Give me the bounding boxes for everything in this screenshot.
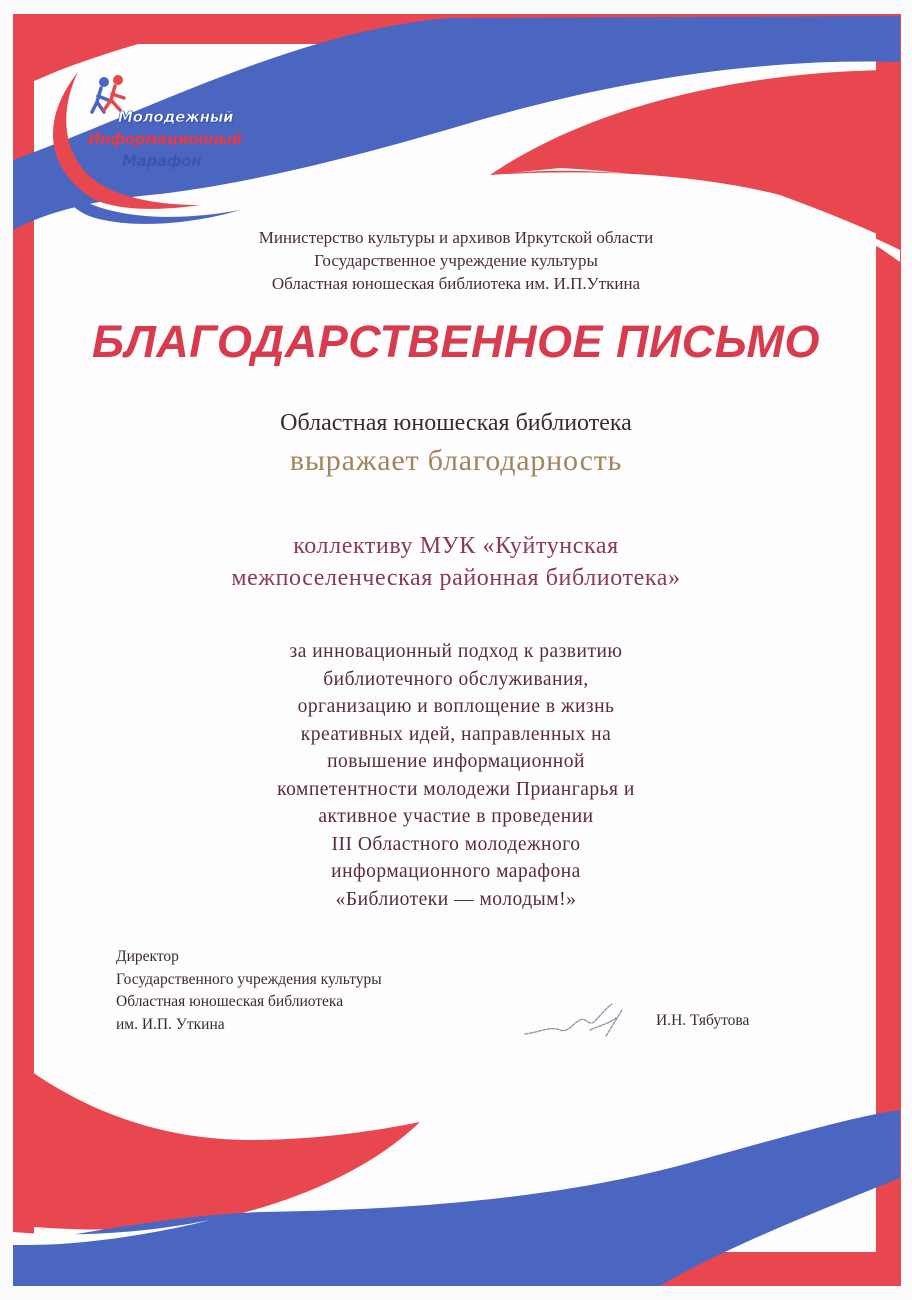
- position-line: Государственного учреждения культуры: [116, 970, 382, 988]
- signatory-position: [116, 946, 382, 1036]
- reason-line: повышение информационной: [327, 751, 585, 772]
- signer-name: И.Н. Тябутова: [656, 1012, 750, 1029]
- position-line: Областная юношеская библиотека: [116, 993, 344, 1010]
- reason-line: активное участие в проведении: [318, 806, 594, 827]
- reason-text: [0, 638, 912, 913]
- reason-line: «Библиотеки — молодым!»: [335, 888, 577, 910]
- header-line: Государственное учреждение культуры: [314, 251, 598, 270]
- logo-line-3: Марафон: [122, 152, 202, 170]
- reason-line: компетентности молодежи Приангарья и: [277, 778, 635, 800]
- handwritten-signature-icon: [520, 996, 640, 1046]
- reason-line: за инновационный подход к развитию: [289, 641, 623, 662]
- recipient-line: коллективу МУК «Куйтунская: [293, 533, 619, 559]
- recipient-line: межпоселенческая районная библиотека»: [231, 565, 681, 591]
- position-line: Директор: [116, 948, 179, 965]
- issuer-name: Областная юношеская библиотека: [280, 410, 632, 436]
- reason-line: креативных идей, направленных на: [300, 723, 612, 745]
- marathon-logo: [40, 60, 300, 230]
- header-line: Областная юношеская библиотека им. И.П.Уткина: [271, 274, 641, 293]
- logo-line-2: Информационный: [88, 130, 242, 148]
- reason-line: III Областного молодежного: [331, 833, 581, 855]
- reason-line: библиотечного обслуживания,: [323, 668, 589, 690]
- position-line: им. И.П. Уткина: [116, 1015, 225, 1033]
- recipient: [0, 530, 912, 594]
- thanks-phrase: выражает благодарность: [289, 444, 623, 477]
- reason-line: информационного марафона: [331, 861, 581, 882]
- logo-line-1: Молодежный: [118, 108, 234, 126]
- document-title: БЛАГОДАРСТВЕННОЕ ПИСЬМО: [91, 316, 821, 367]
- header-line: Министерство культуры и архивов Иркутской области: [258, 228, 654, 247]
- reason-line: организацию и воплощение в жизнь: [297, 696, 615, 717]
- issuing-organization-header: [0, 226, 912, 295]
